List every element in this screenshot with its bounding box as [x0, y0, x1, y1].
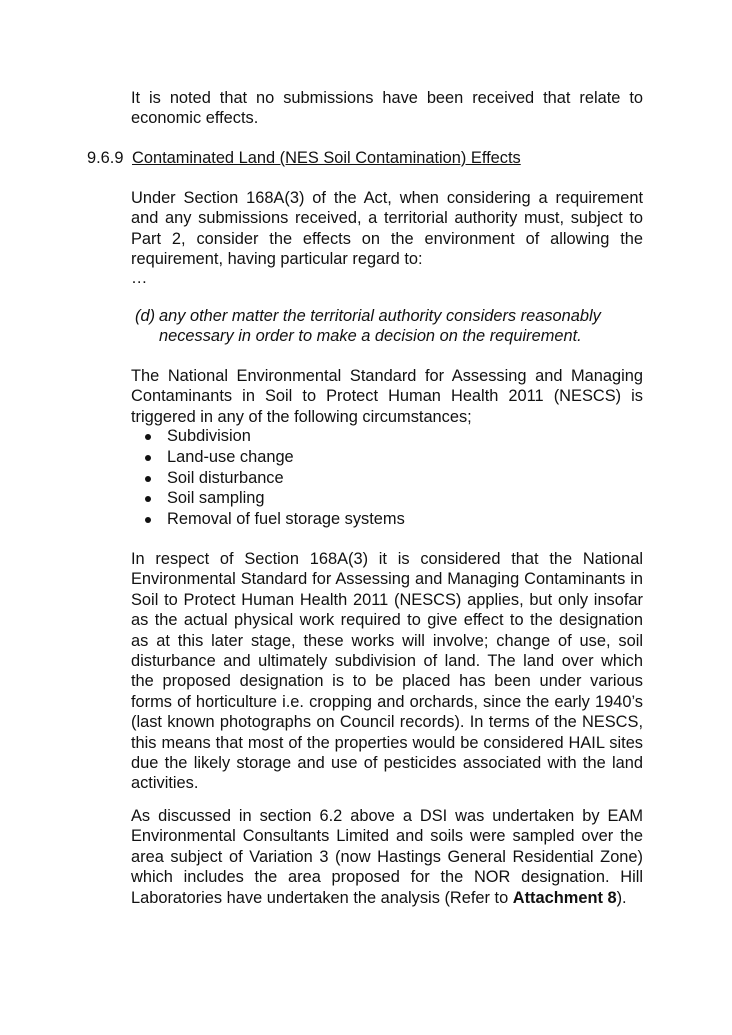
dsi-text: As discussed in section 6.2 above a DSI was undertaken by EAM Environmental Consultants Limited and soils were sampled over the area subject of Variation 3 (now Hastings General Residential Zone) which includes the area proposed for the NOR designation. Hill Laboratories have undertaken the analysis (Refer to — [131, 807, 643, 907]
list-item-text: Land-use change — [167, 447, 294, 466]
nescs-paragraph: The National Environmental Standard for Assessing and Managing Contaminants in Soil to Protect Human Health 2011 (NESCS) is triggered in any of the following circumstances; — [131, 367, 643, 426]
list-item-text: Subdivision — [167, 427, 251, 445]
list-item — [131, 447, 405, 468]
bullet-icon — [145, 476, 151, 482]
section-number: 9.6.9 — [87, 149, 124, 167]
clause-text-1: any other matter the territorial authority considers reasonably — [159, 307, 601, 325]
quoted-clause-d — [135, 306, 643, 347]
intro-paragraph: It is noted that no submissions have been received that relate to economic effects. — [131, 89, 643, 128]
list-item — [131, 468, 405, 489]
quoted-clause-line-1 — [135, 306, 643, 326]
list-item-text: Soil sampling — [167, 489, 265, 508]
section-title: Contaminated Land (NES Soil Contamination) Effects — [132, 149, 521, 167]
list-item — [131, 488, 405, 509]
bullet-icon — [145, 455, 151, 461]
bullet-icon — [145, 496, 151, 502]
clause-label: (d) — [135, 307, 156, 325]
list-item — [131, 426, 405, 447]
list-item-text: Removal of fuel storage systems — [167, 510, 405, 529]
bullet-icon — [145, 434, 151, 440]
ellipsis: … — [131, 269, 148, 287]
list-item-text: Soil disturbance — [167, 468, 284, 487]
section-heading — [87, 148, 521, 168]
list-item — [131, 509, 405, 530]
section-168a-paragraph: Under Section 168A(3) of the Act, when considering a requirement and any submissions received, a territorial authority must, subject to Part 2, consider the effects on the environment of allowing the requirement, having particular regard to: — [131, 189, 643, 269]
dsi-text-end: ). — [616, 888, 627, 907]
dsi-paragraph — [131, 806, 643, 908]
attachment-reference: Attachment 8 — [512, 888, 617, 907]
bullet-icon — [145, 517, 151, 523]
section-168a-assessment-paragraph: In respect of Section 168A(3) it is considered that the National Environmental Standard for Assessing and Managing Contaminants in Soil to Protect Human Health 2011 (NESCS) applies, but only insofar as the actual physical work required to give effect to the designation as at this later stage, these works will involve; change of use, soil disturbance and ultimately subdivision of land. The land over which the proposed designation is to be placed has been under various forms of horticulture i.e. cropping and orchards, since the early 1940’s (last known photographs on Council records). In terms of the NESCS, this means that most of the properties would be considered HAIL sites due the likely storage and use of pesticides associated with the land activities. — [131, 550, 643, 793]
circumstances-list — [131, 426, 405, 530]
clause-text-2: necessary in order to make a decision on the requirement. — [159, 327, 582, 346]
